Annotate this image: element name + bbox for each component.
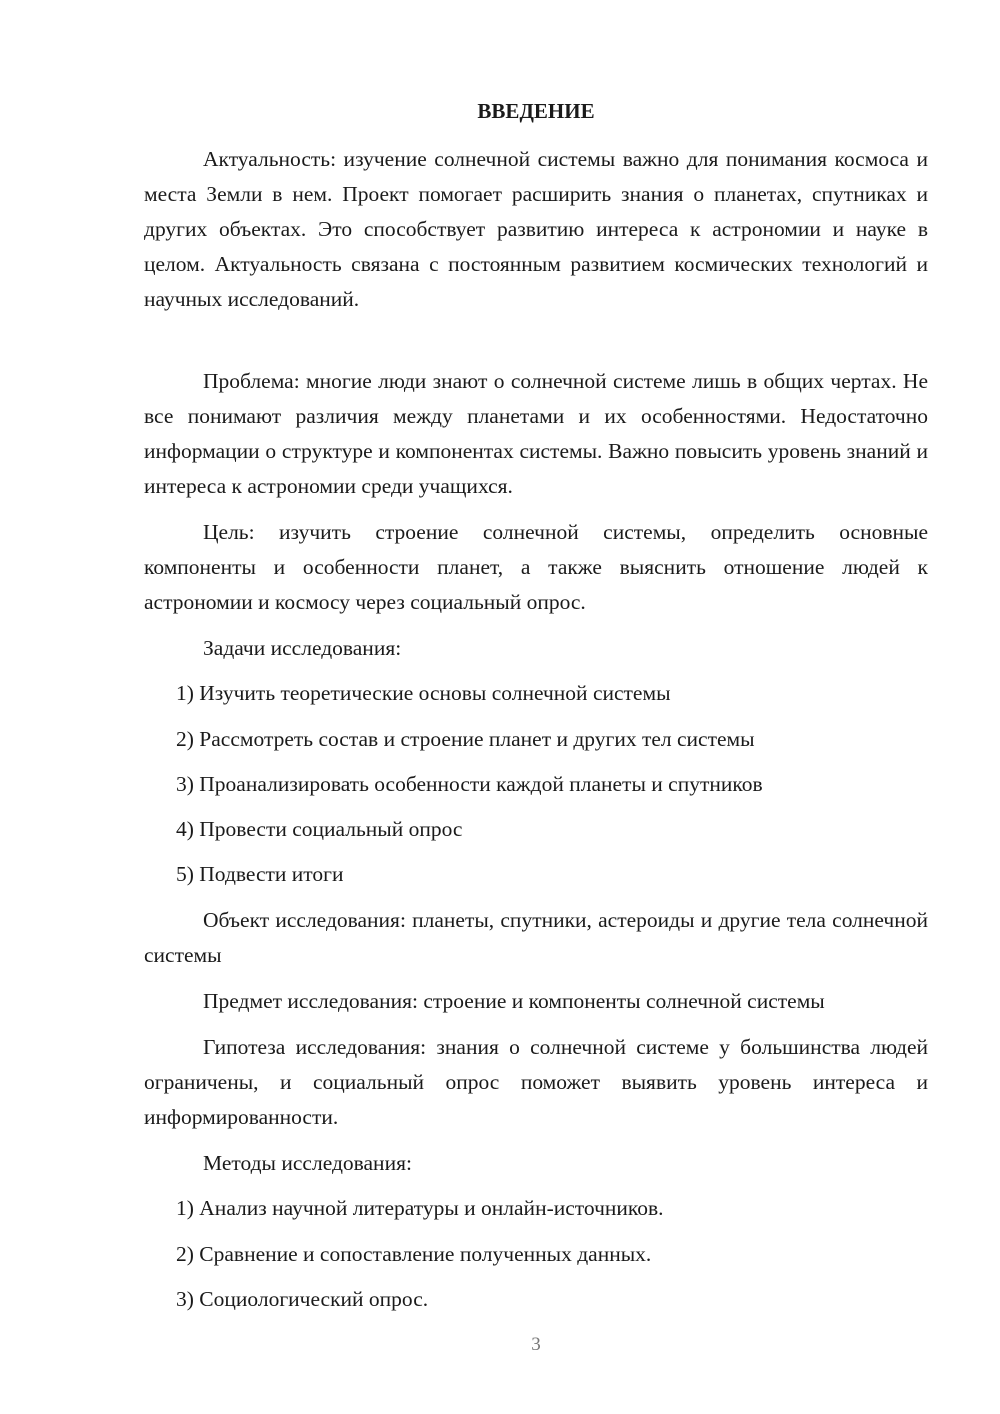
method-item-3: 3) Социологический опрос. xyxy=(176,1287,429,1311)
task-item-4: 4) Провести социальный опрос xyxy=(176,817,463,841)
method-item-2: 2) Сравнение и сопоставление полученных данных. xyxy=(176,1242,652,1266)
method-item-1: 1) Анализ научной литературы и онлайн-источников. xyxy=(176,1196,664,1220)
tasks-heading: Задачи исследования: xyxy=(203,636,402,660)
paragraph-problem: Проблема: многие люди знают о солнечной системе лишь в общих чертах. Не все понимают различия между планетами и их особенностями. Недостаточно информации о структуре и компонентах системы. Важно повысить уровень знаний и интереса к астрономии среди учащихся. xyxy=(144,369,928,498)
paragraph-relevance: Актуальность: изучение солнечной системы важно для понимания космоса и места Земли в нем. Проект помогает расширить знания о планетах, спутниках и других объектах. Это способствует развитию интереса к астрономии и науке в целом. Актуальность связана с постоянным развитием космических технологий и научных исследований. xyxy=(144,147,928,311)
task-item-5: 5) Подвести итоги xyxy=(176,862,344,886)
paragraph-goal: Цель: изучить строение солнечной системы, определить основные компоненты и особенности планет, а также выяснить отношение людей к астрономии и космосу через социальный опрос. xyxy=(144,520,928,614)
task-item-2: 2) Рассмотреть состав и строение планет и других тел системы xyxy=(176,727,755,751)
page-title: ВВЕДЕНИЕ xyxy=(477,99,595,123)
task-item-3: 3) Проанализировать особенности каждой планеты и спутников xyxy=(176,772,763,796)
task-item-1: 1) Изучить теоретические основы солнечной системы xyxy=(176,681,671,705)
methods-heading: Методы исследования: xyxy=(203,1151,412,1175)
paragraph-hypothesis: Гипотеза исследования: знания о солнечной системе у большинства людей ограничены, и социальный опрос поможет выявить уровень интереса и информированности. xyxy=(144,1035,928,1129)
paragraph-object: Объект исследования: планеты, спутники, астероиды и другие тела солнечной системы xyxy=(144,908,928,967)
page-number: 3 xyxy=(531,1334,541,1355)
paragraph-subject: Предмет исследования: строение и компоненты солнечной системы xyxy=(203,989,825,1013)
